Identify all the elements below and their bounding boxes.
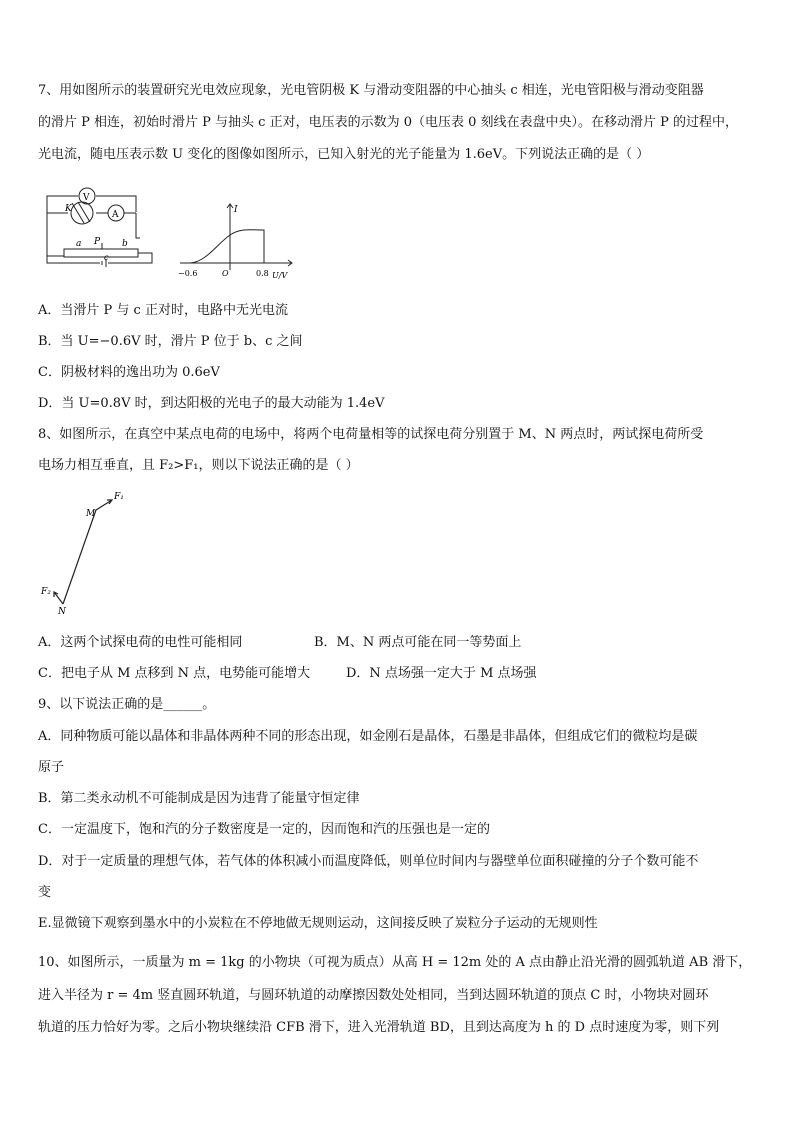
q9-line-4: C．一定温度下，饱和汽的分子数密度是一定的，因而饱和汽的压强也是一定的 (38, 822, 490, 837)
q7-option-b: B．当 U=−0.6V 时，滑片 P 位于 b、c 之间 (38, 334, 303, 349)
q7-option-c: C．阴极材料的逸出功为 0.6eV (38, 365, 220, 380)
resistor-end-a-label: a (76, 239, 82, 249)
q8-line-1: 8、如图所示，在真空中某点电荷的电场中，将两个电荷量相等的试探电荷分别置于 M、N 两点时，两试探电荷所受 (38, 427, 704, 442)
force-f2-label: F₂ (41, 587, 51, 597)
graph-x-axis-label: U/V (272, 271, 288, 280)
graph-x-negative-tick: −0.6 (178, 269, 198, 278)
q9-line-7: E.显微镜下观察到墨水中的小炭粒在不停地做无规则运动，这间接反映了炭粒分子运动的无规则性 (38, 916, 598, 931)
ammeter-label: A (112, 210, 119, 220)
resistor-end-b-label: b (122, 239, 128, 249)
center-tap-c-label: c (104, 253, 109, 262)
q10-line-3: 轨道的压力恰好为零。之后小物块继续沿 CFB 滑下，进入光滑轨道 BD，且到达高度为 h 的 D 点时速度为零，则下列 (38, 1020, 720, 1035)
q10-line-2: 进入半径为 r = 4m 竖直圆环轨道，与圆环轨道的动摩擦因数处处相同，当到达圆环轨道的顶点 C 时，小物块对圆环 (38, 988, 709, 1003)
q7-line-3: 光电流，随电压表示数 U 变化的图像如图所示，已知入射光的光子能量为 1.6eV。下列说法正确的是（ ） (38, 147, 650, 162)
q7-option-d: D．当 U=0.8V 时，到达阳极的光电子的最大动能为 1.4eV (38, 396, 385, 411)
graph-y-axis-label: I (234, 205, 238, 215)
q8-option-d: D．N 点场强一定大于 M 点场强 (346, 666, 537, 681)
q7-circuit-diagram (40, 178, 170, 273)
point-n-label: N (58, 607, 66, 617)
graph-origin-label: O (222, 269, 229, 278)
cathode-label: K (65, 204, 72, 214)
graph-x-positive-tick: 0.8 (256, 269, 269, 278)
q7-line-2: 的滑片 P 相连，初始时滑片 P 与抽头 c 正对，电压表的示数为 0（电压表 0 刻线在表盘中央）。在移动滑片 P 的过程中， (38, 115, 739, 130)
force-f1-label: F₁ (114, 492, 124, 502)
q9-line-3: B．第二类永动机不可能制成是因为违背了能量守恒定律 (38, 791, 360, 806)
q10-line-1: 10、如图所示，一质量为 m = 1kg 的小物块（可视为质点）从高 H = 12m 处的 A 点由静止沿光滑的圆弧轨道 AB 滑下， (38, 955, 752, 970)
q7-line-1: 7、用如图所示的装置研究光电效应现象，光电管阴极 K 与滑动变阻器的中心抽头 c 相连，光电管阳极与滑动变阻器 (38, 83, 704, 98)
q7-option-a: A．当滑片 P 与 c 正对时，电路中无光电流 (38, 303, 288, 318)
voltmeter-label: V (83, 193, 90, 203)
slider-p-label: P (94, 237, 101, 247)
q9-stem: 9、以下说法正确的是______。 (38, 697, 216, 712)
q9-line-2: 原子 (38, 760, 65, 775)
q8-line-2: 电场力相互垂直，且 F₂>F₁，则以下说法正确的是（ ） (38, 458, 359, 473)
q9-line-5: D．对于一定质量的理想气体，若气体的体积减小而温度降低，则单位时间内与器壁单位面积碰撞的分子个数可能不 (38, 854, 699, 869)
q8-force-figure (38, 488, 138, 618)
q8-option-b: B．M、N 两点可能在同一等势面上 (314, 635, 522, 650)
point-m-label: M (86, 509, 96, 519)
q8-option-a: A．这两个试探电荷的电性可能相同 (38, 635, 243, 650)
q9-line-6: 变 (38, 885, 52, 900)
q7-iu-graph (176, 200, 296, 282)
q8-option-c: C．把电子从 M 点移到 N 点，电势能可能增大 (38, 666, 311, 681)
q9-line-1: A．同种物质可能以晶体和非晶体两种不同的形态出现，如金刚石是晶体，石墨是非晶体，但组成它们的微粒均是碳 (38, 729, 698, 744)
